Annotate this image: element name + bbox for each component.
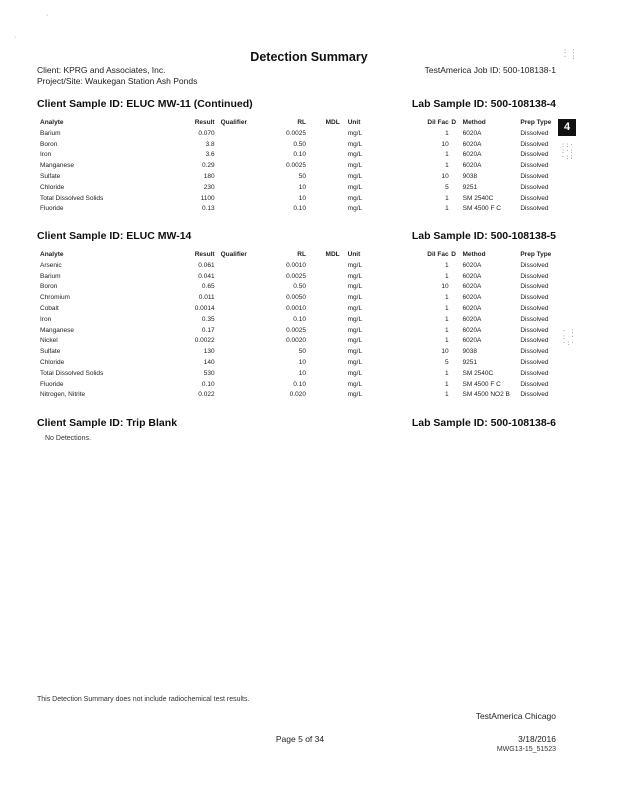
- cell-rl: 0.0050: [286, 294, 306, 302]
- cell-dil-fac: 10: [441, 140, 449, 148]
- cell-rl: 10: [298, 194, 307, 202]
- cell-mdl: [306, 369, 340, 380]
- client-sample-id: Client Sample ID: ELUC MW-11 (Continued): [37, 98, 253, 110]
- cell-dil-fac: 1: [444, 272, 449, 280]
- column-header-rl: RL: [297, 251, 306, 258]
- cell-unit: mg/L: [347, 358, 363, 366]
- cell-mdl: [306, 282, 340, 293]
- cell-dil-fac: 10: [441, 172, 449, 180]
- report-date: 3/18/2016: [518, 734, 556, 744]
- cell-qualifier: [215, 172, 267, 183]
- binding-marks-icon: : : · :: [563, 47, 576, 61]
- lab-sample-id: Lab Sample ID: 500-108138-4: [411, 98, 556, 110]
- cell-unit: mg/L: [347, 194, 363, 202]
- cell-mdl: [306, 358, 340, 369]
- cell-mdl: [306, 150, 340, 161]
- cell-qualifier: [215, 150, 267, 161]
- cell-prep-type: Dissolved: [520, 283, 549, 291]
- cell-prep-type: Dissolved: [520, 194, 549, 202]
- column-header-result: Result: [194, 251, 215, 258]
- table-row: [40, 282, 580, 293]
- cell-rl: 10: [298, 183, 307, 191]
- table-row: [40, 194, 580, 205]
- binding-marks-icon: ::· :·: ·::: [561, 141, 574, 161]
- cell-result: 0.65: [201, 283, 215, 291]
- page-title: Detection Summary: [250, 50, 368, 64]
- table-row: [40, 129, 580, 140]
- cell-mdl: [306, 326, 340, 337]
- table-row: [40, 272, 580, 283]
- cell-unit: mg/L: [347, 172, 363, 180]
- cell-dil-fac: 1: [444, 315, 449, 323]
- cell-unit: mg/L: [347, 315, 363, 323]
- cell-result: 1100: [200, 194, 215, 202]
- cell-qualifier: [215, 304, 267, 315]
- cell-dil-fac: 1: [444, 380, 449, 388]
- column-header-unit: Unit: [347, 251, 361, 258]
- cell-qualifier: [215, 390, 267, 401]
- cell-analyte: Manganese: [40, 162, 74, 170]
- cell-result: 180: [203, 172, 215, 180]
- cell-d: [449, 194, 459, 205]
- cell-qualifier: [215, 204, 267, 215]
- cell-qualifier: [215, 261, 267, 272]
- cell-prep-type: Dissolved: [520, 261, 549, 269]
- cell-prep-type: Dissolved: [520, 140, 549, 148]
- cell-analyte: Sulfate: [40, 348, 61, 356]
- cell-result: 0.17: [201, 326, 215, 334]
- cell-result: 0.022: [198, 391, 215, 399]
- cell-mdl: [306, 183, 340, 194]
- table-row: [40, 390, 580, 401]
- cell-d: [449, 272, 459, 283]
- cell-prep-type: Dissolved: [520, 304, 549, 312]
- cell-rl: 0.020: [289, 391, 306, 399]
- column-header-d: D: [451, 119, 457, 126]
- cell-dil-fac: 5: [444, 358, 449, 366]
- cell-method: 6020A: [462, 151, 482, 159]
- cell-rl: 0.0020: [286, 337, 306, 345]
- cell-method: 6020A: [462, 337, 482, 345]
- cell-unit: mg/L: [347, 283, 363, 291]
- cell-prep-type: Dissolved: [520, 358, 549, 366]
- cell-qualifier: [215, 140, 267, 151]
- table-row: [40, 369, 580, 380]
- cell-d: [449, 304, 459, 315]
- cell-method: SM 2540C: [462, 369, 494, 377]
- cell-prep-type: Dissolved: [520, 348, 549, 356]
- column-header-dil-fac: Dil Fac: [427, 251, 449, 258]
- cell-prep-type: Dissolved: [520, 151, 549, 159]
- scan-speck: ·: [14, 34, 17, 41]
- cell-analyte: Total Dissolved Solids: [40, 369, 104, 377]
- table-row: [40, 161, 580, 172]
- cell-rl: 0.50: [293, 140, 307, 148]
- cell-dil-fac: 1: [445, 162, 449, 170]
- footer-disclaimer: This Detection Summary does not include radiochemical test results.: [37, 696, 250, 703]
- lab-sample-id: Lab Sample ID: 500-108138-5: [411, 230, 556, 242]
- cell-qualifier: [215, 282, 267, 293]
- cell-d: [449, 347, 459, 358]
- cell-method: 6020A: [462, 272, 482, 280]
- cell-method: 6020A: [462, 283, 482, 291]
- column-header-d: D: [451, 251, 456, 258]
- cell-qualifier: [215, 272, 267, 283]
- client-sample-id: Client Sample ID: ELUC MW-14: [37, 230, 192, 242]
- document-id: MWG13-15_51523: [496, 746, 556, 753]
- cell-result: 0.0022: [194, 337, 215, 345]
- cell-unit: mg/L: [347, 326, 363, 334]
- cell-method: 6020A: [462, 326, 482, 334]
- cell-analyte: Chloride: [40, 358, 65, 366]
- cell-prep-type: Dissolved: [520, 172, 549, 180]
- cell-method: 9251: [462, 358, 477, 366]
- cell-d: [449, 172, 459, 183]
- cell-qualifier: [215, 326, 267, 337]
- column-header-dil-fac: Dil Fac: [427, 119, 449, 126]
- cell-d: [449, 336, 459, 347]
- cell-rl: 0.50: [293, 283, 306, 291]
- cell-method: SM 4500 F C: [462, 205, 501, 213]
- cell-unit: mg/L: [347, 261, 363, 269]
- cell-d: [449, 161, 459, 172]
- column-header-qualifier: Qualifier: [220, 119, 247, 126]
- cell-unit: mg/L: [347, 272, 363, 280]
- cell-rl: 50: [298, 172, 307, 180]
- cell-prep-type: Dissolved: [520, 326, 549, 334]
- cell-mdl: [306, 140, 340, 151]
- column-header-mdl: MDL: [325, 251, 340, 258]
- cell-mdl: [306, 272, 340, 283]
- cell-qualifier: [215, 183, 267, 194]
- cell-analyte: Nickel: [40, 337, 58, 345]
- column-header-rl: RL: [297, 119, 307, 126]
- cell-d: [449, 129, 459, 140]
- table-row: [40, 304, 580, 315]
- table-row: [40, 261, 580, 272]
- page-number: Page 5 of 34: [275, 734, 325, 744]
- cell-d: [449, 380, 459, 391]
- cell-rl: 0.0025: [286, 162, 307, 170]
- cell-mdl: [306, 161, 340, 172]
- cell-mdl: [306, 172, 340, 183]
- cell-prep-type: Dissolved: [520, 183, 549, 191]
- cell-result: 0.29: [201, 162, 215, 170]
- cell-mdl: [306, 390, 340, 401]
- column-header-result: Result: [194, 119, 215, 126]
- table-row: [40, 293, 580, 304]
- cell-qualifier: [215, 380, 267, 391]
- cell-unit: mg/L: [347, 337, 363, 345]
- cell-unit: mg/L: [347, 129, 363, 137]
- cell-unit: mg/L: [347, 304, 363, 312]
- table-row: [40, 140, 580, 151]
- table-row: [40, 326, 580, 337]
- table-row: [40, 315, 580, 326]
- cell-qualifier: [215, 369, 267, 380]
- cell-dil-fac: 1: [444, 261, 449, 269]
- column-header-analyte: Analyte: [40, 251, 64, 258]
- cell-result: 0.0014: [194, 304, 215, 312]
- cell-method: 9038: [462, 348, 477, 356]
- cell-result: 3.6: [205, 151, 215, 159]
- cell-qualifier: [215, 293, 267, 304]
- cell-result: 3.8: [205, 140, 215, 148]
- column-header-method: Method: [462, 251, 486, 258]
- table-row: [40, 150, 580, 161]
- cell-prep-type: Dissolved: [520, 129, 549, 137]
- cell-prep-type: Dissolved: [520, 294, 549, 302]
- cell-method: 6020A: [462, 140, 482, 148]
- cell-method: 6020A: [462, 162, 482, 170]
- cell-unit: mg/L: [347, 162, 363, 170]
- cell-prep-type: Dissolved: [520, 162, 549, 170]
- results-table: [40, 250, 580, 401]
- cell-mdl: [306, 304, 340, 315]
- cell-result: 130: [203, 348, 215, 356]
- cell-mdl: [306, 293, 340, 304]
- column-header-analyte: Analyte: [40, 119, 64, 126]
- cell-result: 140: [203, 358, 215, 366]
- cell-prep-type: Dissolved: [520, 272, 549, 280]
- job-id: TestAmerica Job ID: 500-108138-1: [424, 65, 556, 75]
- cell-dil-fac: 1: [445, 151, 449, 159]
- cell-dil-fac: 1: [444, 337, 449, 345]
- cell-analyte: Chloride: [40, 183, 65, 191]
- binding-marks-icon: · : : · ·:·: [562, 327, 575, 347]
- cell-prep-type: Dissolved: [520, 369, 549, 377]
- cell-result: 0.10: [201, 380, 215, 388]
- client-name: Client: KPRG and Associates, Inc.: [37, 65, 166, 75]
- cell-qualifier: [215, 347, 267, 358]
- cell-rl: 0.10: [293, 380, 306, 388]
- cell-dil-fac: 1: [444, 294, 449, 302]
- cell-method: SM 2540C: [462, 194, 494, 202]
- cell-unit: mg/L: [347, 380, 363, 388]
- cell-qualifier: [215, 161, 267, 172]
- column-header-qualifier: Qualifier: [220, 251, 247, 258]
- cell-unit: mg/L: [347, 151, 363, 159]
- cell-qualifier: [215, 336, 267, 347]
- cell-qualifier: [215, 315, 267, 326]
- cell-d: [449, 261, 459, 272]
- cell-prep-type: Dissolved: [520, 337, 549, 345]
- scan-speck: ·: [46, 12, 49, 19]
- table-header-row: [40, 250, 580, 261]
- cell-d: [449, 140, 459, 151]
- cell-qualifier: [215, 358, 267, 369]
- cell-dil-fac: 1: [444, 326, 449, 334]
- cell-rl: 0.0025: [286, 129, 307, 137]
- cell-dil-fac: 10: [441, 348, 449, 356]
- cell-mdl: [306, 129, 340, 140]
- cell-result: 0.041: [198, 272, 215, 280]
- cell-d: [449, 369, 459, 380]
- cell-dil-fac: 10: [441, 283, 449, 291]
- client-sample-id: Client Sample ID: Trip Blank: [37, 417, 178, 429]
- cell-prep-type: Dissolved: [520, 391, 549, 399]
- cell-mdl: [306, 315, 340, 326]
- cell-rl: 0.10: [293, 315, 306, 323]
- cell-d: [449, 326, 459, 337]
- cell-analyte: Barium: [40, 272, 61, 280]
- cell-rl: 0.0025: [286, 326, 306, 334]
- cell-analyte: Arsenic: [40, 261, 62, 269]
- lab-name: TestAmerica Chicago: [475, 711, 556, 721]
- cell-method: 6020A: [462, 294, 482, 302]
- cell-rl: 0.10: [293, 205, 307, 213]
- cell-unit: mg/L: [347, 205, 363, 213]
- cell-result: 530: [203, 369, 215, 377]
- column-header-method: Method: [462, 119, 486, 126]
- cell-result: 0.13: [201, 205, 215, 213]
- cell-rl: 0.0010: [286, 304, 306, 312]
- cell-method: SM 4500 F C: [462, 380, 501, 388]
- cell-method: 6020A: [462, 129, 482, 137]
- cell-analyte: Manganese: [40, 326, 74, 334]
- table-row: [40, 183, 580, 194]
- table-row: [40, 204, 580, 215]
- column-header-prep-type: Prep Type: [520, 119, 552, 126]
- cell-unit: mg/L: [347, 369, 363, 377]
- cell-mdl: [306, 336, 340, 347]
- cell-result: 0.011: [198, 294, 215, 302]
- cell-result: 0.070: [198, 129, 215, 137]
- cell-mdl: [306, 347, 340, 358]
- cell-dil-fac: 1: [445, 129, 449, 137]
- cell-dil-fac: 5: [445, 183, 449, 191]
- table-row: [40, 172, 580, 183]
- table-row: [40, 347, 580, 358]
- cell-analyte: Chromium: [40, 294, 70, 302]
- cell-rl: 10: [298, 369, 306, 377]
- column-header-prep-type: Prep Type: [520, 251, 552, 258]
- cell-method: 9038: [462, 172, 478, 180]
- lab-sample-id: Lab Sample ID: 500-108138-6: [411, 417, 556, 429]
- cell-unit: mg/L: [347, 294, 363, 302]
- cell-method: 6020A: [462, 261, 482, 269]
- cell-analyte: Fluoride: [40, 205, 64, 213]
- cell-method: 9251: [462, 183, 478, 191]
- cell-d: [449, 183, 459, 194]
- cell-dil-fac: 1: [445, 205, 449, 213]
- cell-unit: mg/L: [347, 391, 363, 399]
- cell-analyte: Sulfate: [40, 172, 61, 180]
- cell-dil-fac: 1: [444, 391, 449, 399]
- cell-analyte: Boron: [40, 283, 58, 291]
- cell-analyte: Barium: [40, 129, 61, 137]
- table-header-row: [40, 118, 580, 129]
- cell-method: SM 4500 NO2 B: [462, 391, 510, 399]
- cell-dil-fac: 1: [445, 194, 449, 202]
- cell-prep-type: Dissolved: [520, 315, 549, 323]
- cell-unit: mg/L: [347, 183, 363, 191]
- cell-d: [449, 150, 459, 161]
- cell-prep-type: Dissolved: [520, 205, 549, 213]
- cell-d: [449, 282, 459, 293]
- cell-analyte: Iron: [40, 315, 52, 323]
- table-row: [40, 380, 580, 391]
- project-site: Project/Site: Waukegan Station Ash Ponds: [37, 76, 198, 86]
- cell-rl: 0.0010: [286, 261, 306, 269]
- cell-rl: 0.10: [293, 151, 307, 159]
- cell-d: [449, 204, 459, 215]
- table-row: [40, 336, 580, 347]
- cell-prep-type: Dissolved: [520, 380, 549, 388]
- cell-d: [449, 358, 459, 369]
- column-header-unit: Unit: [347, 119, 361, 126]
- cell-result: 0.061: [198, 261, 215, 269]
- cell-mdl: [306, 194, 340, 205]
- column-header-mdl: MDL: [325, 119, 340, 126]
- cell-rl: 50: [298, 348, 306, 356]
- no-detections-note: No Detections.: [45, 435, 91, 442]
- cell-method: 6020A: [462, 315, 482, 323]
- cell-analyte: Boron: [40, 140, 58, 148]
- cell-mdl: [306, 380, 340, 391]
- cell-rl: 0.0025: [286, 272, 306, 280]
- cell-dil-fac: 1: [444, 304, 449, 312]
- cell-rl: 10: [298, 358, 306, 366]
- cell-analyte: Total Dissolved Solids: [40, 194, 104, 202]
- cell-dil-fac: 1: [444, 369, 449, 377]
- table-row: [40, 358, 580, 369]
- cell-unit: mg/L: [347, 140, 363, 148]
- cell-analyte: Fluoride: [40, 380, 64, 388]
- cell-method: 6020A: [462, 304, 482, 312]
- cell-d: [449, 390, 459, 401]
- cell-d: [449, 293, 459, 304]
- cell-result: 0.35: [201, 315, 215, 323]
- cell-d: [449, 315, 459, 326]
- cell-result: 230: [203, 183, 215, 191]
- cell-mdl: [306, 204, 340, 215]
- cell-analyte: Iron: [40, 151, 52, 159]
- cell-qualifier: [215, 194, 267, 205]
- cell-qualifier: [215, 129, 267, 140]
- cell-unit: mg/L: [347, 348, 363, 356]
- section-tab-badge: 4: [558, 119, 576, 136]
- cell-mdl: [306, 261, 340, 272]
- cell-analyte: Cobalt: [40, 304, 59, 312]
- cell-analyte: Nitrogen, Nitrite: [40, 391, 86, 399]
- results-table: [40, 118, 580, 215]
